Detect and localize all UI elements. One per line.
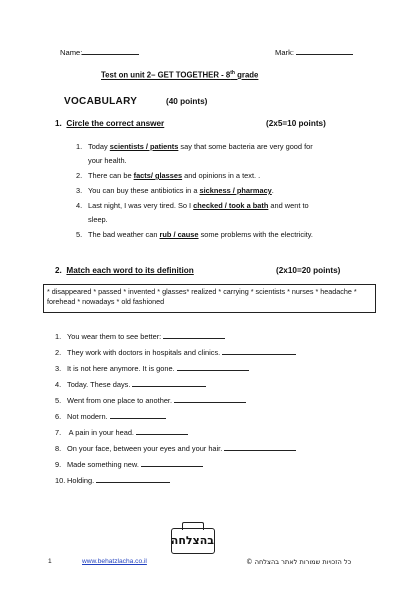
definition-item bbox=[55, 426, 188, 437]
item-number: 2. bbox=[76, 171, 83, 180]
item-text: There can be bbox=[88, 171, 134, 180]
item-number: 9. bbox=[55, 460, 62, 469]
footer-copyright: כל הזכויות שמורות לאתר בהצלחה © bbox=[246, 558, 352, 566]
page-number: 1 bbox=[48, 558, 52, 565]
definition-text: Holding. bbox=[67, 476, 97, 485]
definition-item bbox=[55, 346, 296, 357]
behatzlacha-logo: בהצלחה bbox=[171, 528, 215, 554]
section1-item-continuation: sleep. bbox=[88, 215, 108, 224]
name-label: Name: bbox=[60, 48, 83, 57]
item-number: 3. bbox=[76, 186, 83, 195]
definition-text: Not modern. bbox=[67, 412, 110, 421]
answer-choice[interactable]: sickness / pharmacy bbox=[199, 186, 272, 195]
item-number: 3. bbox=[55, 364, 62, 373]
vocabulary-points: (40 points) bbox=[166, 97, 208, 106]
answer-blank[interactable] bbox=[222, 346, 296, 355]
section1-item bbox=[76, 201, 309, 210]
item-text: some problems with the electricity. bbox=[198, 230, 313, 239]
definition-item bbox=[55, 474, 170, 485]
word-bank: * disappeared * passed * invented * glasses* realized * carrying * scientists * nurses * headache * forehead * nowadays * old fashioned bbox=[43, 284, 376, 313]
mark-label: Mark: bbox=[275, 48, 294, 57]
footer-link[interactable]: www.behatzlacha.co.il bbox=[82, 558, 147, 565]
section1-item bbox=[76, 186, 274, 195]
answer-blank[interactable] bbox=[177, 362, 249, 371]
definition-text: You wear them to see better: bbox=[67, 332, 164, 341]
definition-text: A pain in your head. bbox=[67, 428, 137, 437]
answer-choice[interactable]: facts/ glasses bbox=[133, 171, 183, 180]
mark-field bbox=[275, 46, 353, 57]
item-number: 5. bbox=[76, 230, 83, 239]
answer-blank[interactable] bbox=[141, 458, 203, 467]
section1-item-continuation: your health. bbox=[88, 156, 127, 165]
page-title: Test on unit 2– GET TOGETHER - 8th grade bbox=[101, 70, 259, 80]
definition-text: Made something new. bbox=[67, 460, 141, 469]
answer-blank[interactable] bbox=[224, 442, 296, 451]
item-text: and opinions in a text. . bbox=[182, 171, 261, 180]
answer-blank[interactable] bbox=[132, 378, 206, 387]
definition-item bbox=[55, 410, 166, 421]
item-number: 6. bbox=[55, 412, 62, 421]
definition-item bbox=[55, 330, 225, 341]
definition-item bbox=[55, 442, 296, 453]
item-number: 7. bbox=[55, 428, 62, 437]
definition-text: It is not here anymore. It is gone. bbox=[67, 364, 177, 373]
answer-blank[interactable] bbox=[163, 330, 225, 339]
answer-blank[interactable] bbox=[110, 410, 166, 419]
item-number: 10. bbox=[55, 476, 66, 485]
section1-item bbox=[76, 142, 313, 151]
answer-blank[interactable] bbox=[136, 426, 188, 435]
item-text: and went to bbox=[268, 201, 309, 210]
name-field bbox=[60, 46, 139, 57]
definition-text: On your face, between your eyes and your hair. bbox=[67, 444, 225, 453]
item-text: Today bbox=[88, 142, 110, 151]
item-number: 1. bbox=[76, 142, 83, 151]
section1-heading: 1. Circle the correct answer bbox=[55, 119, 165, 128]
item-number: 4. bbox=[55, 380, 62, 389]
item-text: . bbox=[271, 186, 274, 195]
name-blank[interactable] bbox=[82, 46, 139, 55]
item-number: 4. bbox=[76, 201, 83, 210]
item-number: 2. bbox=[55, 348, 62, 357]
definition-item bbox=[55, 362, 249, 373]
answer-choice[interactable]: scientists / patients bbox=[109, 142, 179, 151]
item-text: You can buy these antibiotics in a bbox=[88, 186, 200, 195]
vocabulary-heading: VOCABULARY bbox=[64, 96, 138, 107]
section1-item bbox=[76, 171, 260, 180]
definition-text: Today. These days. bbox=[67, 380, 133, 389]
section2-heading: 2. Match each word to its definition bbox=[55, 266, 194, 275]
definition-item bbox=[55, 378, 206, 389]
item-number: 5. bbox=[55, 396, 62, 405]
definition-text: Went from one place to another. bbox=[67, 396, 175, 405]
answer-choice[interactable]: checked / took a bath bbox=[193, 201, 269, 210]
section2-points: (2x10=20 points) bbox=[276, 266, 341, 275]
item-number: 8. bbox=[55, 444, 62, 453]
item-text: The bad weather can bbox=[88, 230, 160, 239]
definition-item bbox=[55, 458, 203, 469]
section1-item bbox=[76, 230, 313, 239]
definition-item bbox=[55, 394, 246, 405]
item-text: Last night, I was very tired. So I bbox=[88, 201, 194, 210]
item-text: say that some bacteria are very good for bbox=[178, 142, 313, 151]
answer-blank[interactable] bbox=[174, 394, 246, 403]
item-number: 1. bbox=[55, 332, 62, 341]
mark-blank[interactable] bbox=[296, 46, 353, 55]
definition-text: They work with doctors in hospitals and clinics. bbox=[67, 348, 223, 357]
section1-points: (2x5=10 points) bbox=[266, 119, 326, 128]
answer-blank[interactable] bbox=[96, 474, 170, 483]
answer-choice[interactable]: rub / cause bbox=[159, 230, 199, 239]
